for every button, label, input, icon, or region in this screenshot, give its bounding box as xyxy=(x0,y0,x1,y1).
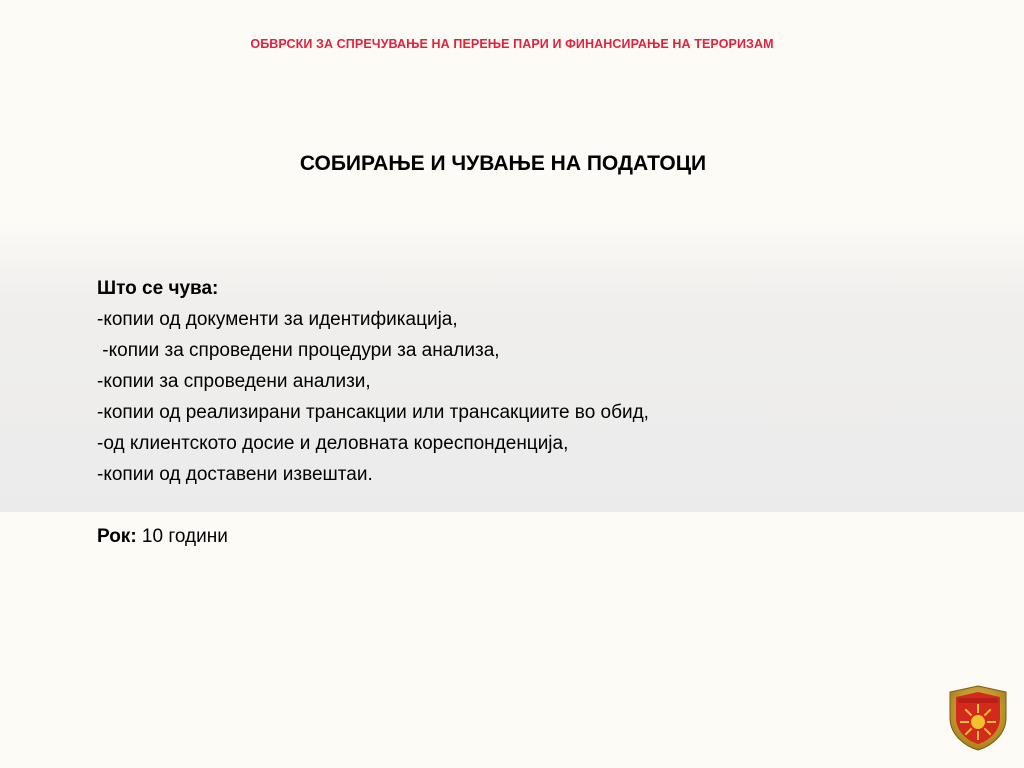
list-item: -копии за спроведени анализи, xyxy=(97,371,371,392)
party-emblem-shield-icon xyxy=(946,684,1010,752)
list-item: -од клиентското досие и деловната кореспонденција, xyxy=(97,433,569,454)
list-item: -копии од реализирани трансакции или трансакциите во обид, xyxy=(97,402,649,423)
section-heading: Што се чува: xyxy=(97,278,219,299)
list-item: -копии од документи за идентификација, xyxy=(97,309,458,330)
spacer xyxy=(97,490,917,521)
deadline-value: 10 години xyxy=(136,526,228,547)
deadline-label: Рок: xyxy=(97,526,137,547)
list-item: -копии за спроведени процедури за анализа, xyxy=(97,340,500,361)
emblem-banner xyxy=(958,698,998,703)
emblem-sun xyxy=(960,704,996,740)
list-item: -копии од доставени извештаи. xyxy=(97,464,373,485)
deadline-line xyxy=(97,521,917,552)
slide-body xyxy=(97,273,917,552)
presentation-header: ОБВРСКИ ЗА СПРЕЧУВАЊЕ НА ПЕРЕЊЕ ПАРИ И ФИНАНСИРАЊЕ НА ТЕРОРИЗАМ xyxy=(250,37,774,51)
slide-title: СОБИРАЊЕ И ЧУВАЊЕ НА ПОДАТОЦИ xyxy=(299,152,707,175)
